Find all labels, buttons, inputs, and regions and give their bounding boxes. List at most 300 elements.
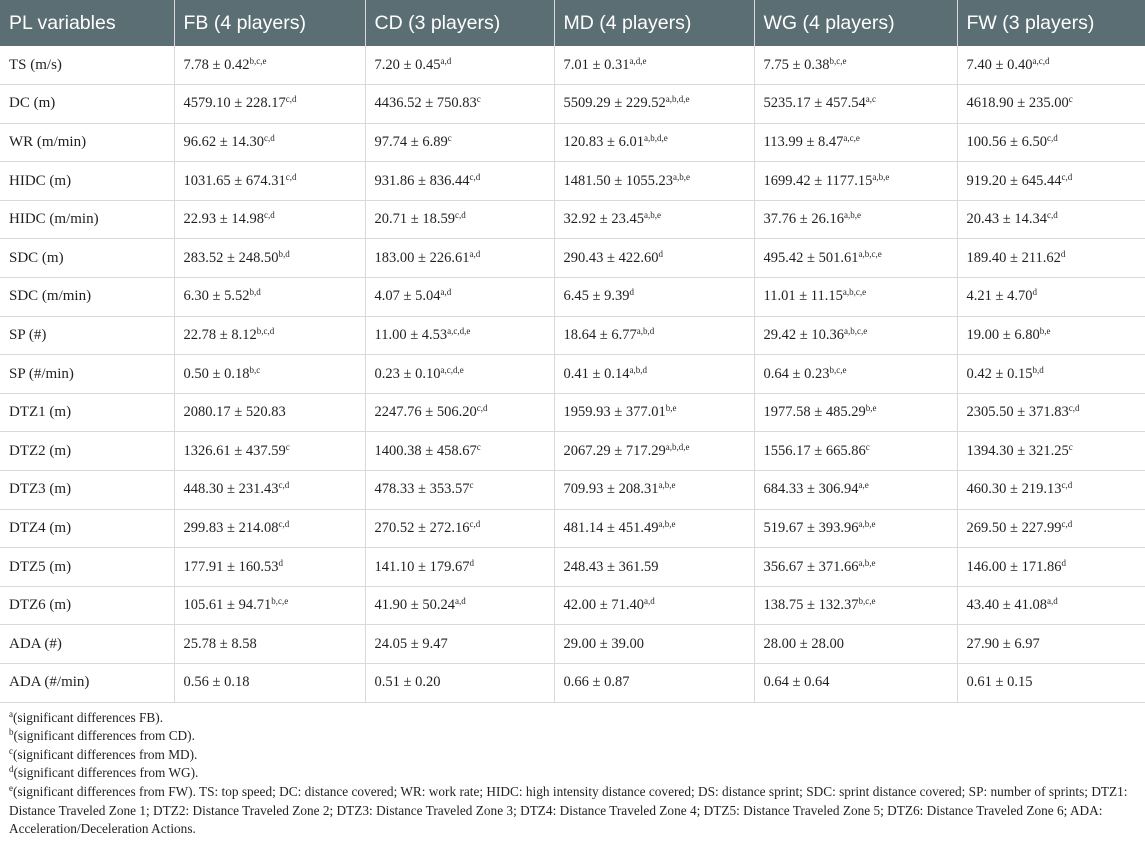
cell-value: 32.92 ± 23.45 xyxy=(563,211,644,228)
table-row xyxy=(0,664,1145,703)
footnote xyxy=(9,764,1136,783)
cell-value: 43.40 ± 41.08 xyxy=(966,597,1047,614)
significance-marker: a,b,d xyxy=(629,364,647,375)
footnote-marker: d xyxy=(9,764,14,775)
table-cell xyxy=(554,586,754,625)
table-cell xyxy=(957,46,1145,85)
table-row xyxy=(0,239,1145,278)
cell-value: 448.30 ± 231.43 xyxy=(183,481,279,498)
significance-marker: c,d xyxy=(476,403,488,414)
cell-value: 481.14 ± 451.49 xyxy=(563,519,659,536)
cell-value: 460.30 ± 219.13 xyxy=(966,481,1062,498)
table-cell xyxy=(174,509,365,548)
significance-marker: d xyxy=(278,557,283,568)
table-cell xyxy=(957,316,1145,355)
table-body xyxy=(0,46,1145,702)
table-cell xyxy=(957,664,1145,703)
footnote xyxy=(9,727,1136,746)
significance-marker: c,d xyxy=(1061,480,1073,491)
cell-value: 37.76 ± 26.16 xyxy=(763,211,844,228)
table-cell xyxy=(554,123,754,162)
cell-value: 2305.50 ± 371.83 xyxy=(966,404,1069,421)
table-cell xyxy=(554,162,754,201)
significance-marker: b,e xyxy=(665,403,677,414)
cell-value: 4.21 ± 4.70 xyxy=(966,288,1033,305)
cell-value: 519.67 ± 393.96 xyxy=(763,519,859,536)
cell-value: 138.75 ± 132.37 xyxy=(763,597,859,614)
table-cell xyxy=(554,432,754,471)
table-cell xyxy=(754,278,957,317)
significance-marker: a,b,c,e xyxy=(858,248,882,259)
significance-marker: d xyxy=(1061,557,1066,568)
cell-value: 189.40 ± 211.62 xyxy=(966,249,1061,266)
footnote-marker: e xyxy=(9,782,13,793)
table-cell xyxy=(754,85,957,124)
significance-marker: c xyxy=(447,132,452,143)
cell-value: 7.01 ± 0.31 xyxy=(563,56,630,73)
cell-value: 24.05 ± 9.47 xyxy=(374,635,448,652)
table-cell xyxy=(754,664,957,703)
significance-marker: a,c,d,e xyxy=(447,325,471,336)
cell-value: 290.43 ± 422.60 xyxy=(563,249,659,266)
cell-value: 120.83 ± 6.01 xyxy=(563,133,644,150)
significance-marker: c,d xyxy=(263,210,275,221)
table-cell xyxy=(554,625,754,664)
significance-marker: c,d xyxy=(1068,403,1080,414)
table-cell xyxy=(365,393,554,432)
table-cell xyxy=(174,432,365,471)
table-row xyxy=(0,200,1145,239)
significance-marker: b,e xyxy=(865,403,877,414)
cell-value: 177.91 ± 160.53 xyxy=(183,558,279,575)
table-cell xyxy=(365,200,554,239)
cell-value: 1031.65 ± 674.31 xyxy=(183,172,286,189)
cell-value: 0.51 ± 0.20 xyxy=(374,674,441,691)
cell-value: 0.64 ± 0.23 xyxy=(763,365,830,382)
cell-value: 5509.29 ± 229.52 xyxy=(563,95,666,112)
table-cell xyxy=(174,200,365,239)
significance-marker: a,d xyxy=(469,248,481,259)
cell-value: 919.20 ± 645.44 xyxy=(966,172,1062,189)
significance-marker: a,b,e xyxy=(643,210,661,221)
cell-value: 0.23 ± 0.10 xyxy=(374,365,441,382)
significance-marker: b,d xyxy=(1032,364,1044,375)
cell-value: 41.90 ± 50.24 xyxy=(374,597,455,614)
table-cell xyxy=(554,316,754,355)
significance-marker: b,d xyxy=(278,248,290,259)
cell-value: 4579.10 ± 228.17 xyxy=(183,95,286,112)
table-cell xyxy=(957,586,1145,625)
table-cell xyxy=(554,278,754,317)
cell-value: 1326.61 ± 437.59 xyxy=(183,442,286,459)
significance-marker: c xyxy=(1068,94,1073,105)
significance-marker: b,c,e xyxy=(271,596,289,607)
cell-value: 299.83 ± 214.08 xyxy=(183,519,279,536)
table-row xyxy=(0,162,1145,201)
table-cell xyxy=(554,548,754,587)
significance-marker: a,b,d,e xyxy=(665,94,690,105)
significance-marker: a,b,d xyxy=(636,325,655,336)
significance-marker: c,d xyxy=(285,94,297,105)
table-cell xyxy=(365,316,554,355)
significance-marker: a,c xyxy=(865,94,876,105)
table-row xyxy=(0,123,1145,162)
column-header-fw: FW (3 players) xyxy=(957,0,1145,46)
significance-marker: a,b,e xyxy=(858,518,876,529)
table-cell xyxy=(957,278,1145,317)
table-cell xyxy=(957,355,1145,394)
cell-value: 28.00 ± 28.00 xyxy=(763,635,844,652)
significance-marker: a,b,d,e xyxy=(665,441,690,452)
cell-value: 269.50 ± 227.99 xyxy=(966,519,1062,536)
significance-marker: c,d xyxy=(278,518,290,529)
footnote-text: (significant differences from FW). TS: top speed; DC: distance covered; WR: work rate; HIDC: high intensity distance covered; DS: distance sprint; SDC: sprint distance covered; SP: number of sprints; DTZ1: Distance Traveled Zone 1; DTZ2: Distance Traveled Zone 2; DTZ3: Distance Traveled Zone 3; DTZ4: Distance Traveled Zone 4; DTZ5: Distance Traveled Zone 5; DTZ6: Distance Traveled Zone 6; ADA: Acceleration/Deceleration Actions. xyxy=(9,783,1128,837)
cell-value: 6.30 ± 5.52 xyxy=(183,288,250,305)
table-cell xyxy=(754,548,957,587)
table-row xyxy=(0,278,1145,317)
table-cell xyxy=(174,355,365,394)
cell-value: 183.00 ± 226.61 xyxy=(374,249,470,266)
table-row xyxy=(0,586,1145,625)
table-cell xyxy=(365,355,554,394)
table-cell xyxy=(754,316,957,355)
cell-value: 684.33 ± 306.94 xyxy=(763,481,859,498)
table-cell xyxy=(754,200,957,239)
significance-marker: a,c,d,e xyxy=(440,364,464,375)
footnote-marker: a xyxy=(9,708,13,719)
significance-marker: a,c,d xyxy=(1032,55,1050,66)
significance-marker: a,b,c,e xyxy=(842,287,867,298)
table-cell xyxy=(174,664,365,703)
cell-value: 0.66 ± 0.87 xyxy=(563,674,630,691)
table-cell xyxy=(957,432,1145,471)
cell-value: 6.45 ± 9.39 xyxy=(563,288,630,305)
cell-value: 11.00 ± 4.53 xyxy=(374,326,448,343)
cell-value: 25.78 ± 8.58 xyxy=(183,635,257,652)
table-cell xyxy=(957,162,1145,201)
significance-marker: b,c,e xyxy=(858,596,876,607)
significance-marker: a,b,e xyxy=(858,557,876,568)
cell-value: 113.99 ± 8.47 xyxy=(763,133,844,150)
table-cell xyxy=(957,625,1145,664)
significance-marker: b,c,e xyxy=(829,364,847,375)
table-row xyxy=(0,355,1145,394)
table-cell xyxy=(365,239,554,278)
significance-marker: a,d xyxy=(1046,596,1058,607)
row-label: ADA (#) xyxy=(0,625,174,664)
significance-marker: a,b,e xyxy=(658,480,676,491)
table-cell xyxy=(554,471,754,510)
significance-marker: c xyxy=(1068,441,1073,452)
header-row xyxy=(0,0,1145,46)
table-cell xyxy=(365,278,554,317)
table-cell xyxy=(957,393,1145,432)
cell-value: 7.20 ± 0.45 xyxy=(374,56,441,73)
significance-marker: d xyxy=(629,287,634,298)
significance-marker: c,d xyxy=(1046,210,1058,221)
row-label: SDC (m/min) xyxy=(0,278,174,317)
cell-value: 1556.17 ± 665.86 xyxy=(763,442,866,459)
row-label: DTZ5 (m) xyxy=(0,548,174,587)
table-cell xyxy=(554,509,754,548)
table-cell xyxy=(754,393,957,432)
significance-marker: c,d xyxy=(278,480,290,491)
table-cell xyxy=(957,239,1145,278)
table-row xyxy=(0,471,1145,510)
cell-value: 96.62 ± 14.30 xyxy=(183,133,264,150)
table-cell xyxy=(554,200,754,239)
cell-value: 11.01 ± 11.15 xyxy=(763,288,843,305)
cell-value: 2080.17 ± 520.83 xyxy=(183,404,286,421)
cell-value: 1699.42 ± 1177.15 xyxy=(763,172,873,189)
table-cell xyxy=(957,123,1145,162)
row-label: SDC (m) xyxy=(0,239,174,278)
table-cell xyxy=(957,200,1145,239)
row-label: DC (m) xyxy=(0,85,174,124)
table-cell xyxy=(554,393,754,432)
cell-value: 7.78 ± 0.42 xyxy=(183,56,250,73)
table-cell xyxy=(957,471,1145,510)
significance-marker: c,d xyxy=(469,518,481,529)
table-cell xyxy=(365,162,554,201)
significance-marker: a,b,e xyxy=(658,518,676,529)
cell-value: 4436.52 ± 750.83 xyxy=(374,95,477,112)
table-cell xyxy=(365,625,554,664)
table-cell xyxy=(174,123,365,162)
footnote-text: (significant differences FB). xyxy=(13,709,164,725)
significance-marker: d xyxy=(469,557,474,568)
table-cell xyxy=(365,548,554,587)
significance-marker: c,d xyxy=(1061,171,1073,182)
significance-marker: c xyxy=(865,441,870,452)
table-cell xyxy=(365,509,554,548)
cell-value: 20.43 ± 14.34 xyxy=(966,211,1047,228)
footnote-text: (significant differences from WG). xyxy=(13,765,199,781)
significance-marker: c,d xyxy=(263,132,275,143)
table-cell xyxy=(754,355,957,394)
significance-marker: d xyxy=(658,248,663,259)
table-cell xyxy=(174,316,365,355)
significance-marker: a,e xyxy=(858,480,869,491)
row-label: DTZ6 (m) xyxy=(0,586,174,625)
cell-value: 7.40 ± 0.40 xyxy=(966,56,1033,73)
table-cell xyxy=(174,471,365,510)
column-header-variable: PL variables xyxy=(9,11,116,34)
row-label: SP (#/min) xyxy=(0,355,174,394)
table-cell xyxy=(554,85,754,124)
cell-value: 931.86 ± 836.44 xyxy=(374,172,470,189)
table-cell xyxy=(174,162,365,201)
table-cell xyxy=(365,471,554,510)
significance-marker: a,d,e xyxy=(629,55,647,66)
row-label: TS (m/s) xyxy=(0,46,174,85)
significance-marker: a,b,c,e xyxy=(843,325,868,336)
table-cell xyxy=(754,625,957,664)
table-cell xyxy=(365,46,554,85)
cell-value: 141.10 ± 179.67 xyxy=(374,558,470,575)
significance-marker: d xyxy=(1032,287,1037,298)
row-label: DTZ1 (m) xyxy=(0,393,174,432)
cell-value: 1959.93 ± 377.01 xyxy=(563,404,666,421)
table-row xyxy=(0,548,1145,587)
cell-value: 19.00 ± 6.80 xyxy=(966,326,1040,343)
cell-value: 29.42 ± 10.36 xyxy=(763,326,844,343)
cell-value: 709.93 ± 208.31 xyxy=(563,481,659,498)
cell-value: 0.41 ± 0.14 xyxy=(563,365,630,382)
cell-value: 22.93 ± 14.98 xyxy=(183,211,264,228)
significance-marker: c xyxy=(285,441,290,452)
table-cell xyxy=(174,625,365,664)
cell-value: 0.64 ± 0.64 xyxy=(763,674,830,691)
table-cell xyxy=(174,239,365,278)
table-footnotes xyxy=(0,703,1145,839)
row-label: WR (m/min) xyxy=(0,123,174,162)
cell-value: 22.78 ± 8.12 xyxy=(183,326,257,343)
column-header-wg: WG (4 players) xyxy=(754,0,957,46)
significance-marker: a,d xyxy=(643,596,655,607)
cell-value: 20.71 ± 18.59 xyxy=(374,211,455,228)
cell-value: 146.00 ± 171.86 xyxy=(966,558,1062,575)
column-header-cd: CD (3 players) xyxy=(365,0,554,46)
footnote-marker: b xyxy=(9,727,14,738)
footnote-text: (significant differences from MD). xyxy=(13,746,198,762)
significance-marker: b,d xyxy=(249,287,261,298)
cell-value: 1977.58 ± 485.29 xyxy=(763,404,866,421)
footnote-marker: c xyxy=(9,745,13,756)
table-cell xyxy=(365,586,554,625)
significance-marker: a,d xyxy=(454,596,466,607)
significance-marker: c xyxy=(469,480,474,491)
significance-marker: c xyxy=(476,441,481,452)
significance-marker: a,d xyxy=(440,287,452,298)
table-cell xyxy=(174,278,365,317)
cell-value: 495.42 ± 501.61 xyxy=(763,249,859,266)
significance-marker: a,d xyxy=(440,55,452,66)
table-cell xyxy=(174,586,365,625)
significance-marker: a,b,e xyxy=(672,171,690,182)
row-label: ADA (#/min) xyxy=(0,664,174,703)
significance-marker: c xyxy=(476,94,481,105)
table-cell xyxy=(365,664,554,703)
cell-value: 356.67 ± 371.66 xyxy=(763,558,859,575)
cell-value: 283.52 ± 248.50 xyxy=(183,249,279,266)
table-cell xyxy=(957,509,1145,548)
cell-value: 4618.90 ± 235.00 xyxy=(966,95,1069,112)
cell-value: 4.07 ± 5.04 xyxy=(374,288,441,305)
cell-value: 478.33 ± 353.57 xyxy=(374,481,470,498)
significance-marker: b,c,e xyxy=(249,55,267,66)
cell-value: 100.56 ± 6.50 xyxy=(966,133,1047,150)
cell-value: 1400.38 ± 458.67 xyxy=(374,442,477,459)
cell-value: 1481.50 ± 1055.23 xyxy=(563,172,673,189)
row-label: DTZ4 (m) xyxy=(0,509,174,548)
significance-marker: a,b,e xyxy=(843,210,861,221)
table-cell xyxy=(957,85,1145,124)
table-cell xyxy=(174,548,365,587)
table-cell xyxy=(365,85,554,124)
cell-value: 18.64 ± 6.77 xyxy=(563,326,637,343)
significance-marker: c,d xyxy=(285,171,297,182)
table-cell xyxy=(754,586,957,625)
table-cell xyxy=(554,664,754,703)
row-label: HIDC (m/min) xyxy=(0,200,174,239)
row-label: DTZ3 (m) xyxy=(0,471,174,510)
significance-marker: a,b,d,e xyxy=(643,132,668,143)
significance-marker: b,c xyxy=(249,364,261,375)
cell-value: 0.56 ± 0.18 xyxy=(183,674,250,691)
table-cell xyxy=(174,85,365,124)
table-cell xyxy=(754,123,957,162)
cell-value: 42.00 ± 71.40 xyxy=(563,597,644,614)
table-cell xyxy=(754,162,957,201)
table-cell xyxy=(174,393,365,432)
cell-value: 97.74 ± 6.89 xyxy=(374,133,448,150)
column-header-fb: FB (4 players) xyxy=(174,0,365,46)
table-cell xyxy=(365,432,554,471)
significance-marker: c,d xyxy=(1061,518,1073,529)
cell-value: 248.43 ± 361.59 xyxy=(563,558,659,575)
table-row xyxy=(0,316,1145,355)
row-label: DTZ2 (m) xyxy=(0,432,174,471)
table-cell xyxy=(957,548,1145,587)
significance-marker: c,d xyxy=(469,171,481,182)
table-cell xyxy=(754,471,957,510)
table-row xyxy=(0,85,1145,124)
table-cell xyxy=(554,239,754,278)
table-cell xyxy=(365,123,554,162)
table-cell xyxy=(174,46,365,85)
significance-marker: b,c,e xyxy=(829,55,847,66)
cell-value: 270.52 ± 272.16 xyxy=(374,519,470,536)
footnote xyxy=(9,746,1136,765)
table-cell xyxy=(754,509,957,548)
table-cell xyxy=(754,432,957,471)
significance-marker: b,c,d xyxy=(256,325,275,336)
row-label: HIDC (m) xyxy=(0,162,174,201)
footnote xyxy=(9,709,1136,728)
column-header-md: MD (4 players) xyxy=(554,0,754,46)
table-row xyxy=(0,625,1145,664)
significance-marker: d xyxy=(1060,248,1066,259)
significance-marker: a,c,e xyxy=(843,132,860,143)
table-cell xyxy=(554,46,754,85)
cell-value: 2067.29 ± 717.29 xyxy=(563,442,666,459)
footnote-text: (significant differences from CD). xyxy=(13,728,195,744)
cell-value: 105.61 ± 94.71 xyxy=(183,597,272,614)
cell-value: 0.50 ± 0.18 xyxy=(183,365,250,382)
cell-value: 0.42 ± 0.15 xyxy=(966,365,1033,382)
cell-value: 29.00 ± 39.00 xyxy=(563,635,644,652)
table-cell xyxy=(554,355,754,394)
table-cell xyxy=(754,239,957,278)
cell-value: 1394.30 ± 321.25 xyxy=(966,442,1069,459)
significance-marker: c,d xyxy=(1046,132,1058,143)
cell-value: 7.75 ± 0.38 xyxy=(763,56,830,73)
significance-marker: b,e xyxy=(1039,325,1051,336)
significance-marker: a,b,e xyxy=(872,171,890,182)
cell-value: 27.90 ± 6.97 xyxy=(966,635,1040,652)
table-row xyxy=(0,393,1145,432)
significance-marker: c,d xyxy=(454,210,466,221)
table-cell xyxy=(754,46,957,85)
table-row xyxy=(0,509,1145,548)
cell-value: 5235.17 ± 457.54 xyxy=(763,95,866,112)
table-row xyxy=(0,46,1145,85)
cell-value: 0.61 ± 0.15 xyxy=(966,674,1033,691)
footnote xyxy=(9,783,1136,839)
cell-value: 2247.76 ± 506.20 xyxy=(374,404,477,421)
table-header xyxy=(0,0,1145,46)
